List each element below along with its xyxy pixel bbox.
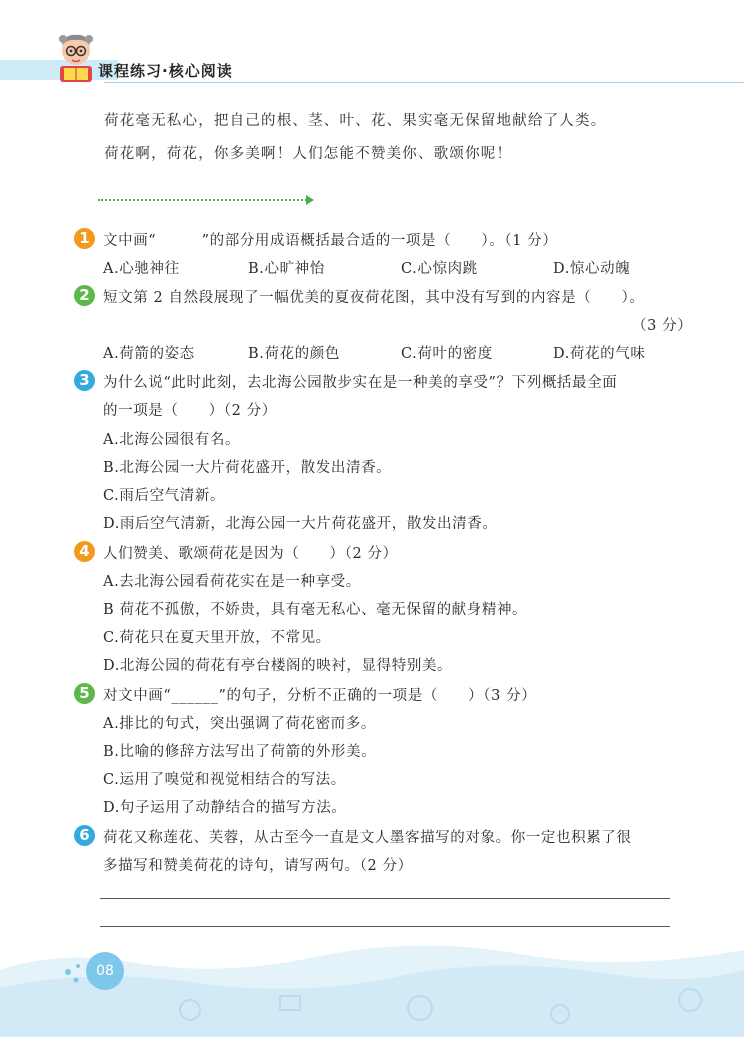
option-a[interactable]: A.北海公园很有名。: [103, 432, 241, 448]
question-3-stem: 为什么说“此时此刻，去北海公园散步实在是一种美的享受”？下列概括最全面: [103, 375, 618, 391]
option-c[interactable]: C.运用了嗅觉和视觉相结合的写法。: [103, 772, 346, 788]
option-c[interactable]: C.荷花只在夏天里开放，不常见。: [103, 630, 331, 646]
question-number-badge: 1: [74, 228, 95, 249]
question-6-stem: 荷花又称莲花、芙蓉，从古至今一直是文人墨客描写的对象。你一定也积累了很: [103, 830, 632, 846]
question-number-badge: 5: [74, 683, 95, 704]
question-3-stem-cont: 的一项是（ ）（2 分）: [103, 403, 277, 419]
option-a[interactable]: A.荷箭的姿态: [103, 346, 195, 362]
question-5-stem: 对文中画“______”的句子，分析不正确的一项是（ ）（3 分）: [103, 688, 537, 704]
question-2-stem: 短文第 2 自然段展现了一幅优美的夏夜荷花图，其中没有写到的内容是（ ）。: [103, 290, 645, 306]
question-1-options: [103, 257, 673, 279]
option-b[interactable]: B.荷花的颜色: [248, 346, 340, 362]
question-6-stem-cont: 多描写和赞美荷花的诗句，请写两句。（2 分）: [103, 858, 413, 874]
option-b[interactable]: B 荷花不孤傲，不娇贵，具有毫无私心、毫无保留的献身精神。: [103, 602, 528, 618]
question-number-badge: 2: [74, 285, 95, 306]
passage-line: 荷花毫无私心，把自己的根、茎、叶、花、果实毫无保留地献给了人类。: [104, 113, 607, 129]
option-b[interactable]: B.比喻的修辞方法写出了荷箭的外形美。: [103, 744, 377, 760]
option-c[interactable]: C.雨后空气清新。: [103, 488, 226, 504]
option-b[interactable]: B.北海公园一大片荷花盛开，散发出清香。: [103, 460, 392, 476]
question-number-badge: 6: [74, 825, 95, 846]
question-number-badge: 3: [74, 370, 95, 391]
header-rule: [104, 82, 744, 83]
option-d[interactable]: D.惊心动魄: [553, 261, 631, 277]
answer-line[interactable]: [100, 898, 670, 899]
question-2-score: （3 分）: [632, 318, 693, 334]
question-4-stem: 人们赞美、歌颂荷花是因为（ ）（2 分）: [103, 546, 398, 562]
option-a[interactable]: A.心驰神往: [103, 261, 180, 277]
divider-arrow-icon: [306, 195, 314, 205]
question-2-options: [103, 342, 673, 364]
header-title: 课程练习·核心阅读: [98, 62, 233, 80]
option-c[interactable]: C.荷叶的密度: [401, 346, 493, 362]
dotted-divider: [98, 199, 310, 201]
answer-line[interactable]: [100, 926, 670, 927]
reading-child-icon: [50, 30, 102, 84]
option-d[interactable]: D.北海公园的荷花有亭台楼阁的映衬，显得特别美。: [103, 658, 453, 674]
option-d[interactable]: D.荷花的气味: [553, 346, 646, 362]
option-d[interactable]: D.句子运用了动静结合的描写方法。: [103, 800, 347, 816]
question-1-stem: 文中画“ ”的部分用成语概括最合适的一项是（ ）。（1 分）: [103, 233, 558, 249]
passage-line: 荷花啊，荷花，你多美啊！人们怎能不赞美你、歌颂你呢！: [104, 146, 513, 162]
option-a[interactable]: A.排比的句式，突出强调了荷花密而多。: [103, 716, 376, 732]
question-number-badge: 4: [74, 541, 95, 562]
option-b[interactable]: B.心旷神怡: [248, 261, 325, 277]
option-a[interactable]: A.去北海公园看荷花实在是一种享受。: [103, 574, 361, 590]
option-c[interactable]: C.心惊肉跳: [401, 261, 478, 277]
page-number: 08: [86, 952, 124, 990]
option-d[interactable]: D.雨后空气清新，北海公园一大片荷花盛开，散发出清香。: [103, 516, 498, 532]
